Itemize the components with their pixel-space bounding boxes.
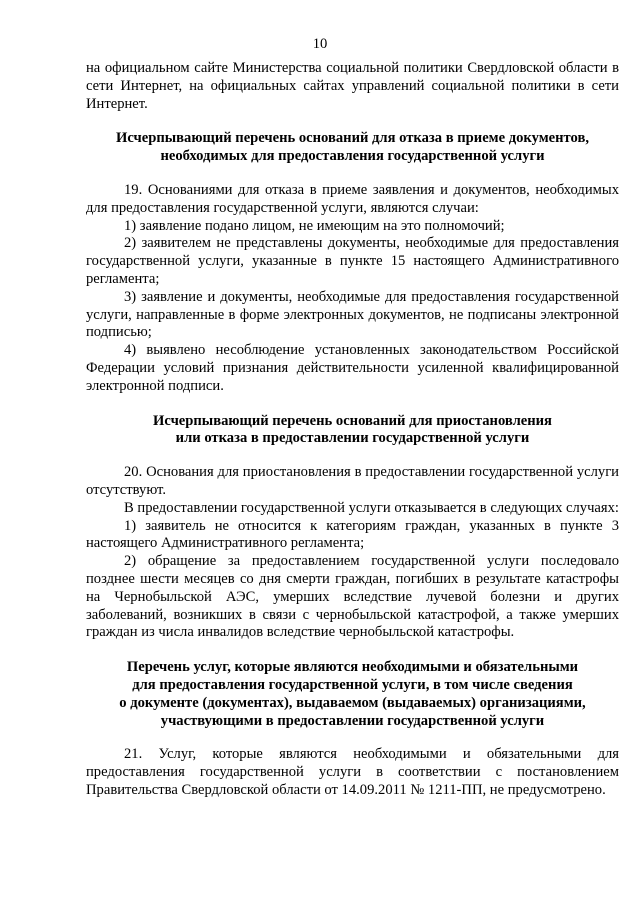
intro-paragraph: на официальном сайте Министерства социальной политики Свердловской области в сети Интернет, на официальных сайтах управлений социальной политики в сети Интернет. [86,60,619,112]
list-item-1: 1) заявление подано лицом, не имеющим на это полномочий; [124,217,505,234]
list-item-2: 2) заявителем не представлены документы, необходимые для предоставления государственной услуги, указанные в пункте 15 настоящего Административного регламента; [86,235,619,287]
section-heading-refusal-documents [86,130,619,166]
heading-line: участвующими в предоставлении государственной услуги [160,712,545,729]
list-item-4: 4) выявлено несоблюдение установленных законодательством Российской Федерации условий признания действительности усиленной квалифицированной электронной подписи. [86,342,619,394]
paragraph-20: 20. Основания для приостановления в предоставлении государственной услуги отсутствуют. [86,464,619,498]
heading-line: необходимых для предоставления государственной услуги [160,148,545,165]
document-body [86,60,619,800]
heading-line: о документе (документах), выдаваемом (выдаваемых) организациями, [119,694,586,711]
section-heading-suspension-refusal [86,413,619,449]
heading-line: Исчерпывающий перечень оснований для отказа в приеме документов, [116,130,589,147]
list-item-3: 3) заявление и документы, необходимые для предоставления государственной услуги, направленные в форме электронных документов, не подписаны электронной подписью; [86,288,619,341]
list-item-1: 1) заявитель не относится к категориям граждан, указанных в пункте 3 настоящего Административного регламента; [86,517,619,552]
paragraph-21: 21. Услуг, которые являются необходимыми и обязательными для предоставления государственной услуги в соответствии с постановлением Правительства Свердловской области от 14.09.2011 № 1211-ПП, не предусмотрено. [86,746,619,798]
list-item-2: 2) обращение за предоставлением государственной услуги последовало позднее шести месяцев со дня смерти граждан, погибших в результате катастрофы на Чернобыльской АЭС, умерших вследствие лучевой болезни и других заболеваний, возникших в связи с чернобыльской катастрофой, а также умерших граждан из числа инвалидов вследствие чернобыльской катастрофы. [86,553,619,641]
heading-line: Перечень услуг, которые являются необходимыми и обязательными [126,659,579,676]
paragraph-19: 19. Основаниями для отказа в приеме заявления и документов, необходимых для предоставления государственной услуги, являются случаи: [86,181,619,216]
heading-line: для предоставления государственной услуги, в том числе сведения [132,676,573,693]
refusal-intro: В предоставлении государственной услуги отказывается в следующих случаях: [124,499,619,516]
heading-line: или отказа в предоставлении государственной услуги [175,430,530,447]
heading-line: Исчерпывающий перечень оснований для приостановления [153,412,552,429]
page-number: 10 [312,36,328,52]
section-heading-necessary-services [86,659,619,730]
